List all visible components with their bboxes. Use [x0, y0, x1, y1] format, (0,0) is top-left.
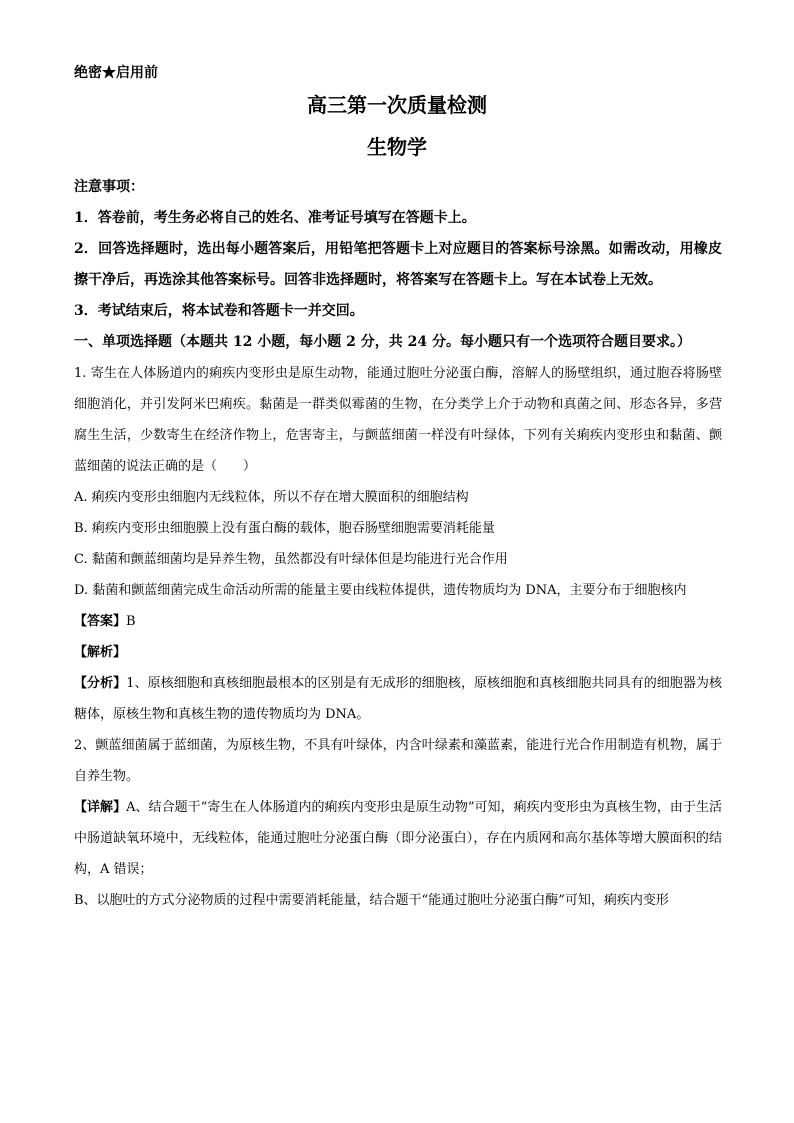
option-b: B. 痢疾内变形虫细胞膜上没有蛋白酶的载体，胞吞肠壁细胞需要消耗能量 [74, 521, 495, 536]
question-stem: 1. 寄生在人体肠道内的痢疾内变形虫是原生动物，能通过胞吐分泌蛋白酶，溶解人的肠壁组织，通过胞吞将肠壁细胞消化，并引发阿米巴痢疾。黏菌是一群类似霉菌的生物，在分类学上介于动物和真菌之间、形态各异，多营腐生生活，少数寄生在经济作物上，危害寄主，与颤蓝细菌一样没有叶绿体，下列有关痢疾内变形虫和黏菌、颤蓝细菌的说法正确的是（ ） [74, 366, 722, 474]
detail-tag: 【详解】 [74, 800, 127, 815]
fenxi-text-1: 1、原核细胞和真核细胞最根本的区别是有无成形的细胞核，原核细胞和真核细胞共同具有的细胞器为核糖体，原核生物和真核生物的遗传物质均为 DNA。 [74, 676, 722, 722]
detail-b: B、以胞吐的方式分泌物质的过程中需要消耗能量，结合题干“能通过胞吐分泌蛋白酶”可知，痢疾内变形 [74, 893, 669, 908]
option-a: A. 痢疾内变形虫细胞内无线粒体，所以不存在增大膜面积的细胞结构 [74, 490, 469, 505]
exam-subject: 生物学 [367, 135, 427, 159]
notice-heading: 注意事项： [74, 179, 144, 195]
fenxi-1 [74, 668, 722, 730]
secret-label: 绝密★启用前 [74, 65, 158, 81]
detail-a [74, 792, 722, 885]
answer-line [74, 606, 722, 637]
detail-text-a: A、结合题干“寄生在人体肠道内的痢疾内变形虫是原生动物”可知，痢疾内变形虫为真核生物，由于生活中肠道缺氧环境中，无线粒体，能通过胞吐分泌蛋白酶（即分泌蛋白），存在内质网和高尔基体等增大膜面积的结构，A 错误； [74, 800, 722, 877]
answer-value: B [126, 614, 136, 629]
analysis-tag: 【解析】 [74, 645, 127, 660]
analysis-line [74, 637, 722, 668]
section-heading: 一、单项选择题（本题共 12 小题，每小题 2 分，共 24 分。每小题只有一个选项符合题目要求。） [74, 334, 691, 350]
answer-tag: 【答案】 [74, 614, 127, 629]
fenxi-2: 2、颤蓝细菌属于蓝细菌，为原核生物，不具有叶绿体，内含叶绿素和藻蓝素，能进行光合作用制造有机物，属于自养生物。 [74, 738, 722, 784]
notice-item-3: 3．考试结束后，将本试卷和答题卡一并交回。 [74, 303, 364, 319]
fenxi-tag: 【分析】 [74, 676, 127, 691]
exam-content [74, 172, 722, 916]
notice-item-2: 2．回答选择题时，选出每小题答案后，用铅笔把答题卡上对应题目的答案标号涂黑。如需改动，用橡皮擦干净后，再选涂其他答案标号。回答非选择题时，将答案写在答题卡上。写在本试卷上无效。 [74, 241, 722, 288]
option-d: D. 黏菌和颤蓝细菌完成生命活动所需的能量主要由线粒体提供，遗传物质均为 DNA，主要分布于细胞核内 [74, 583, 687, 598]
option-c: C. 黏菌和颤蓝细菌均是异养生物，虽然都没有叶绿体但是均能进行光合作用 [74, 552, 508, 567]
exam-title: 高三第一次质量检测 [307, 93, 487, 117]
notice-item-1: 1．答卷前，考生务必将自己的姓名、准考证号填写在答题卡上。 [74, 210, 476, 226]
